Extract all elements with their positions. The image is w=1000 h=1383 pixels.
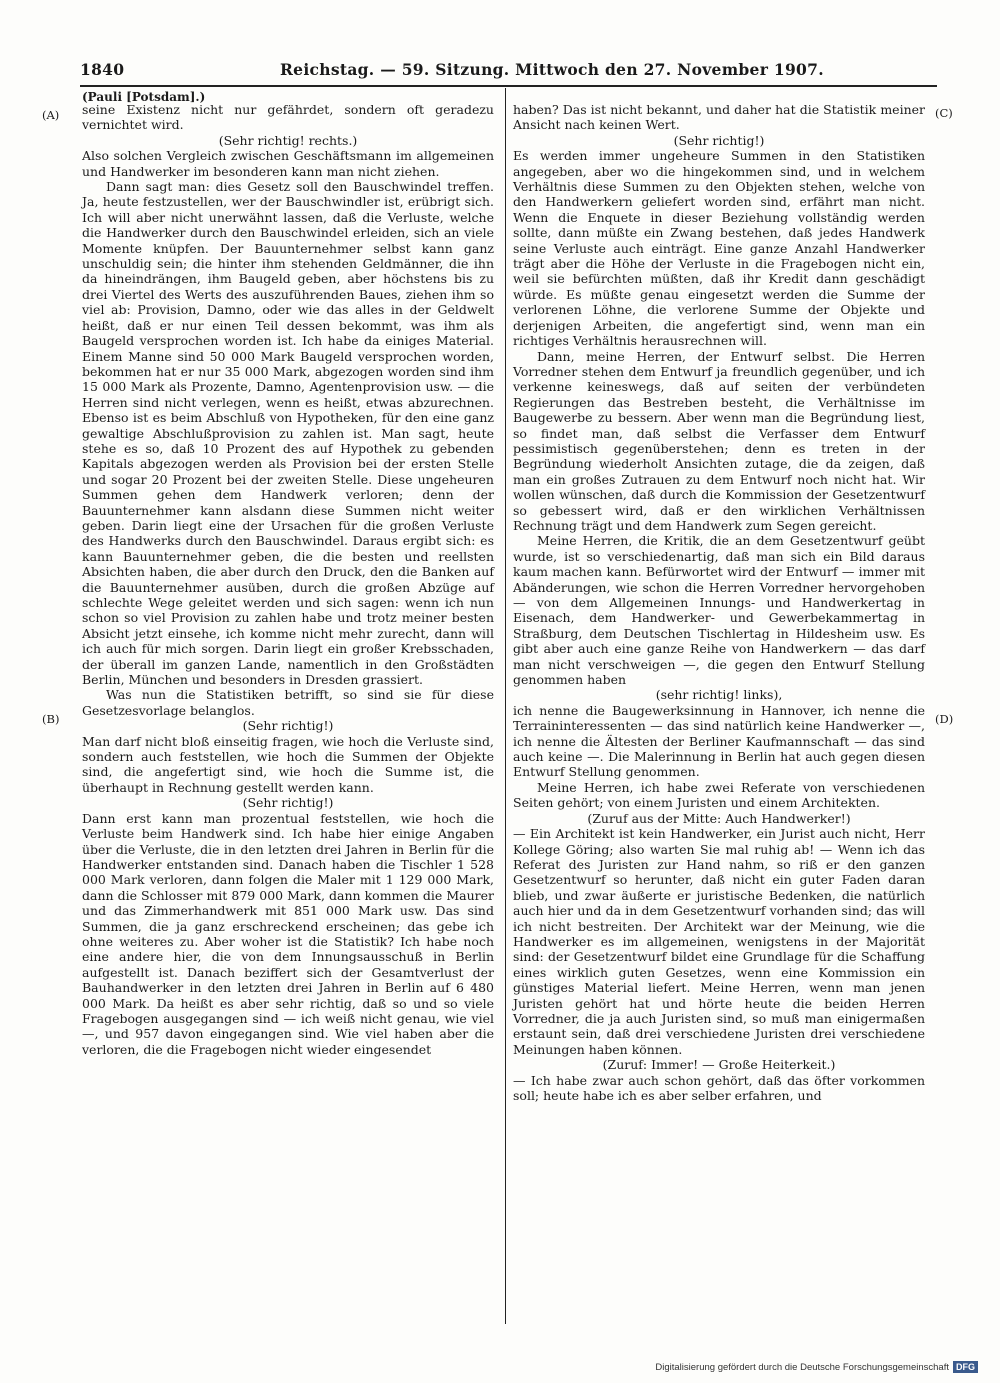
paragraph: Also solchen Vergleich zwischen Geschäftsmann im allgemeinen und Handwerker im besonderen kann man nicht ziehen.: [82, 148, 494, 179]
interjection: (Zuruf: Immer! — Große Heiterkeit.): [602, 1057, 836, 1073]
margin-mark-a: (A): [42, 108, 60, 122]
paragraph: Dann erst kann man prozentual feststellen, wie hoch die Verluste beim Handwerk sind. Ich habe hier einige Angaben über die Verluste, die in den letzten drei Jahren in Berlin für die Handwerker entstanden sind. Danach haben die Tischler 1 528 000 Mark verloren, dann folgen die Maler mit 1 129 000 Mark, dann die Schlosser mit 879 000 Mark, dann kommen die Maurer und das Zimmerhandwerk mit 851 000 Mark usw. Das sind Summen, die ja ganz erschreckend erscheinen; das gebe ich ohne weiteres zu. Aber woher ist die Statistik? Ich habe noch eine andere hier, die von dem Innungsausschuß in Berlin aufgestellt ist. Danach beziffert sich der Gesamtverlust der Bauhandwerker in den letzten drei Jahren in Berlin auf 6 480 000 Mark. Da heißt es aber sehr richtig, daß so und so viele Fragebogen ausgegangen sind — ich weiß nicht genau, wie viel —, und 957 davon eingegangen sind. Wie viel haben aber die verloren, die die Fragebogen nicht wieder eingesendet: [82, 810, 494, 1057]
page-number: 1840: [80, 60, 125, 79]
paragraph: ich nenne die Baugewerksinnung in Hannover, ich nenne die Terraininteressenten — das sind natürlich keine Handwerker —, ich nenne die Ältesten der Berliner Kaufmannschaft — das sind auch keine —. Die Malerinnung in Berlin hat auch gegen diesen Entwurf Stellung genommen.: [513, 702, 925, 780]
paragraph: haben? Das ist nicht bekannt, und daher hat die Statistik meiner Ansicht nach keinen Wert.: [513, 102, 925, 133]
running-title: Reichstag. — 59. Sitzung. Mittwoch den 27. November 1907.: [280, 60, 824, 79]
footer: [655, 1361, 978, 1373]
margin-mark-c: (C): [935, 106, 953, 120]
dfg-logo: DFG: [953, 1361, 978, 1373]
paragraph: — Ein Architekt ist kein Handwerker, ein Jurist auch nicht, Herr Kollege Göring; also warten Sie mal ruhig ab! — Wenn ich das Referat des Juristen zur Hand nahm, so riß er den ganzen Gesetzentwurf so herunter, daß nicht ein guter Faden daran blieb, und zwar äußerte er juristische Bedenken, die natürlich auch hier und da in dem Gesetzentwurf vorhanden sind; das will ich nicht bestreiten. Der Architekt war der Meinung, wie die Handwerker es im allgemeinen, wenigstens in der Majorität sind: der Gesetzentwurf bildet eine Grundlage für die Schaffung eines wirklich guten Gesetzes, wenn eine Kommission ein günstiges Material liefert. Meine Herren, wenn man jenen Juristen gehört hat und hörte heute die beiden Herren Vorredner, die ja auch Juristen sind, so muß man einigermaßen erstaunt sein, daß drei verschiedene Juristen drei verschiedene Meinungen haben können.: [513, 826, 925, 1057]
paragraph: Man darf nicht bloß einseitig fragen, wie hoch die Verluste sind, sondern auch feststellen, wie hoch die Summen der Objekte sind, die angefertigt sind, wie hoch die Summe ist, die überhaupt in Rechnung gestellt werden kann.: [82, 733, 494, 795]
left-column: [82, 102, 494, 1057]
interjection: (Sehr richtig!): [673, 132, 765, 148]
interjection: (Sehr richtig!): [242, 795, 334, 811]
paragraph: Dann, meine Herren, der Entwurf selbst. Die Herren Vorredner stehen dem Entwurf ja freundlich gegenüber, und ich verkenne keineswegs, daß auf seiten der verbündeten Regierungen das Bestreben besteht, die Verhältnisse im Baugewerbe zu bessern. Aber wenn man die Begründung liest, so findet man, daß selbst die Verfasser dem Entwurf pessimistisch gegenüberstehen; denn es treten in der Begründung wiederholt Ansichten zutage, die da zeigen, daß man ein großes Zutrauen zu dem Entwurf noch nicht hat. Wir wollen wünschen, daß durch die Kommission der Gesetzentwurf so gebessert wird, daß er den wirklichen Verhältnissen Rechnung trägt und dem Handwerk zum Segen gereicht.: [513, 348, 925, 533]
interjection: (sehr richtig! links),: [655, 687, 783, 703]
column-divider: [505, 88, 506, 1324]
paragraph: Dann sagt man: dies Gesetz soll den Bauschwindel treffen. Ja, heute festzustellen, wer der Bauschwindler ist, erübrigt sich. Ich will aber nicht unerwähnt lassen, daß die Verluste, welche die Handwerker durch den Bauschwindel erleiden, sich an viele Momente knüpfen. Der Bauunternehmer selbst kann ganz unschuldig sein; die hinter ihm stehenden Geldmänner, die ihn da hineindrängen, ihm Baugeld geben, aber höchstens bis zu drei Viertel des Werts des auszuführenden Baues, ziehen ihm so viel ab: Provision, Damno, oder wie das alles in der Geldwelt heißt, daß er nur einen Teil dessen bekommt, was ihm als Baugeld versprochen worden ist. Ich habe da einiges Material. Einem Manne sind 50 000 Mark Baugeld versprochen worden, bekommen hat er nur 35 000 Mark, abgezogen worden sind ihm 15 000 Mark als Prozente, Damno, Agentenprovision usw. — die Herren sind nicht verlegen, wenn es heißt, etwas abzurechnen. Ebenso ist es beim Abschluß von Hypotheken, für den eine ganz gewaltige Abschlußprovision zu zahlen ist. Man sagt, heute stehe es so, daß 10 Prozent des auf Hypothek zu gebenden Kapitals abgezogen werden als Provision bei der ersten Stelle und sogar 20 Prozent bei der zweiten Stelle. Diese ungeheuren Summen gehen dem Handwerk verloren; denn der Bauunternehmer kann alsdann diese Summen nicht weiter geben. Darin liegt eine der Ursachen für die großen Verluste des Handwerks durch den Bauschwindel. Daraus ergibt sich: es kann Bauunternehmer geben, die die besten und reellsten Absichten haben, die aber durch den Druck, den die Banken auf die Bauunternehmer ausüben, durch die großen Abzüge auf schlechte Wege geleitet werden und sich sagen: wenn ich nun schon so viel Provision zu zahlen habe und trotz meiner besten Absicht jetzt einsehe, ich komme nicht mehr zurecht, dann will ich auch für mich sorgen. Darin liegt ein großer Krebsschaden, der überall im ganzen Lande, namentlich in den Großstädten Berlin, München und besonders in Dresden grassiert.: [82, 179, 494, 688]
paragraph: Meine Herren, ich habe zwei Referate von verschiedenen Seiten gehört; von einem Juristen und einem Architekten.: [513, 779, 925, 811]
speaker-label: (Pauli [Potsdam].): [82, 90, 206, 104]
interjection: (Sehr richtig! rechts.): [218, 132, 358, 148]
footer-credit: Digitalisierung gefördert durch die Deutsche Forschungsgemeinschaft: [655, 1361, 949, 1373]
margin-mark-b: (B): [42, 712, 60, 726]
paragraph: — Ich habe zwar auch schon gehört, daß das öfter vorkommen soll; heute habe ich es aber selber erfahren, und: [513, 1072, 925, 1103]
paragraph: seine Existenz nicht nur gefährdet, sondern oft geradezu vernichtet wird.: [82, 102, 494, 133]
margin-mark-d: (D): [935, 712, 954, 726]
page-header: [80, 60, 937, 84]
interjection: (Sehr richtig!): [242, 718, 334, 734]
paragraph: Es werden immer ungeheure Summen in den Statistiken angegeben, aber wo die hingekommen sind, und in welchem Verhältnis diese Summen zu den Objekten stehen, welche von den Handwerkern geliefert worden sind, erfährt man nicht. Wenn die Enquete in dieser Beziehung vollständig werden sollte, dann müßte ein Zwang bestehen, daß jedes Handwerk seine Verluste auch einträgt. Eine ganze Anzahl Handwerker trägt aber die Höhe der Verluste in die Fragebogen nicht ein, weil sie befürchten müßten, daß ihr Kredit dann geschädigt würde. Es müßte genau eingesetzt werden die Summe der verlorenen Löhne, die verlorene Summe der Objekte und derjenigen Arbeiten, die angefertigt sind, wenn man ein richtiges Verhältnis herausrechnen will.: [513, 148, 925, 349]
paragraph: Was nun die Statistiken betrifft, so sind sie für diese Gesetzesvorlage belanglos.: [82, 687, 494, 718]
interjection: (Zuruf aus der Mitte: Auch Handwerker!): [587, 810, 851, 826]
right-column: [513, 102, 925, 1103]
paragraph: Meine Herren, die Kritik, die an dem Gesetzentwurf geübt wurde, ist so verschiedenartig, daß man sich ein Bild daraus kaum machen kann. Befürwortet wird der Entwurf — immer mit Abänderungen, wie schon die Herren Vorredner hervorgehoben — von dem Allgemeinen Innungs- und Handwerkertag in Eisenach, dem Handwerker- und Gewerbekammertag in Straßburg, dem Deutschen Tischlertag in Hildesheim usw. Es gibt aber auch eine ganze Reihe von Handwerkern — das darf man nicht verschweigen —, die gegen den Entwurf Stellung genommen haben: [513, 533, 925, 688]
header-rule: [80, 85, 937, 87]
